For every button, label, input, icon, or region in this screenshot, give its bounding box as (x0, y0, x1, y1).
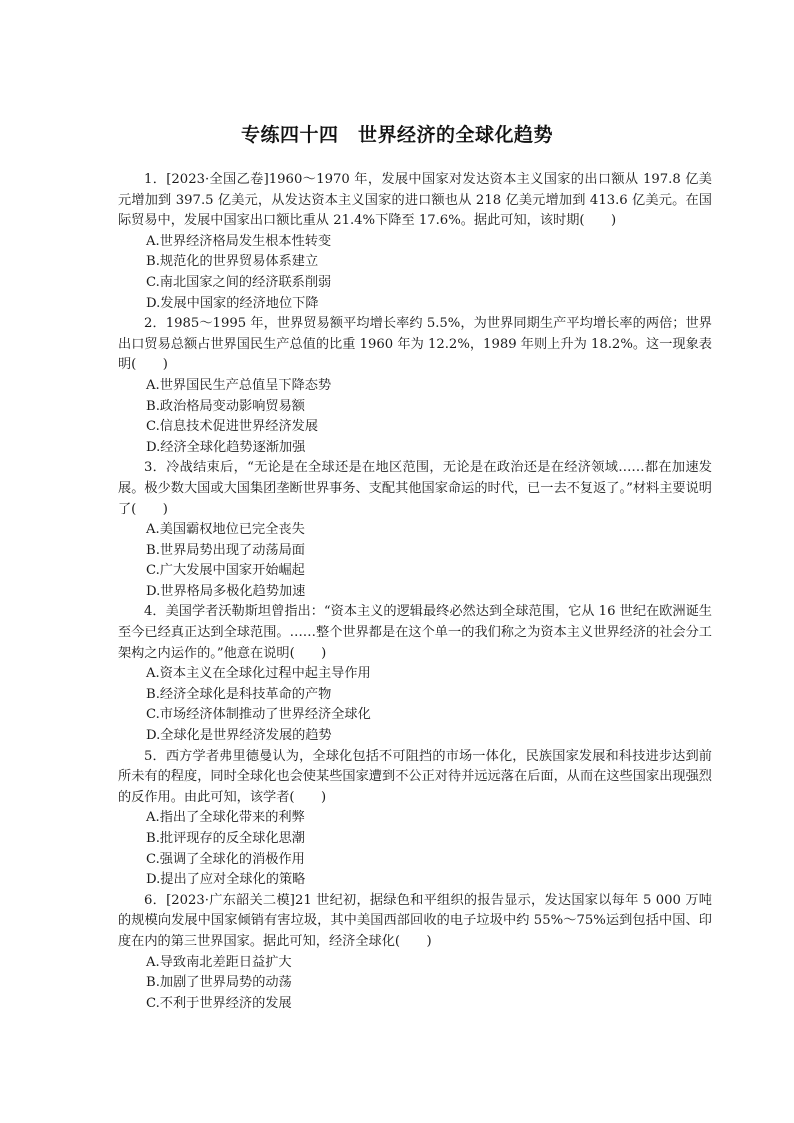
option-list (118, 953, 712, 1015)
question-list (118, 170, 712, 1014)
option-a[interactable]: A.美国霸权地位已完全丧失 (146, 522, 305, 538)
option-list (118, 376, 712, 458)
option-list (118, 664, 712, 746)
question-stem: 2．1985～1995 年，世界贸易额平均增长率约 5.5%，为世界同期生产平均增长率的两倍；世界出口贸易总额占世界国民生产总值的比重 1960 年为 12.2%，1989 年则上升为 18.2%。这一现象表明( ) (118, 316, 712, 373)
option-b[interactable]: B.规范化的世界贸易体系建立 (146, 254, 319, 270)
page-title: 专练四十四 世界经济的全球化趋势 (240, 124, 553, 146)
question-3 (118, 458, 712, 602)
question-2 (118, 314, 712, 458)
option-d[interactable]: D.全球化是世界经济发展的趋势 (146, 728, 332, 744)
option-c[interactable]: C.强调了全球化的消极作用 (146, 851, 305, 867)
option-a[interactable]: A.世界国民生产总值呈下降态势 (146, 377, 332, 393)
question-stem: 4．美国学者沃勒斯坦曾指出：“资本主义的逻辑最终必然达到全球范围，它从 16 世纪在欧洲诞生至今已经真正达到全球范围。……整个世界都是在这个单一的我们称之为资本主义世界经济的社会分工架构之内运作的。”他意在说明( ) (118, 604, 712, 661)
option-a[interactable]: A.指出了全球化带来的利弊 (146, 810, 305, 826)
option-d[interactable]: D.世界格局多极化趋势加速 (146, 583, 306, 599)
question-6 (118, 891, 712, 1015)
option-a[interactable]: A.世界经济格局发生根本性转变 (146, 233, 332, 249)
option-list (118, 520, 712, 602)
question-4 (118, 602, 712, 746)
question-stem: 3．冷战结束后，“无论是在全球还是在地区范围，无论是在政治还是在经济领域……都在加速发展。极少数大国或大国集团垄断世界事务、支配其他国家命运的时代，已一去不复返了。”材料主要说明了( ) (118, 460, 712, 517)
option-c[interactable]: C.广大发展中国家开始崛起 (146, 563, 305, 579)
option-b[interactable]: B.批评现存的反全球化思潮 (146, 831, 305, 846)
option-d[interactable]: D.经济全球化趋势逐渐加强 (146, 439, 306, 455)
option-b[interactable]: B.世界局势出现了动荡局面 (146, 542, 305, 558)
option-list (118, 232, 712, 314)
option-a[interactable]: A.导致南北差距日益扩大 (146, 954, 292, 970)
option-d[interactable]: D.发展中国家的经济地位下降 (146, 295, 319, 311)
option-b[interactable]: B.政治格局变动影响贸易额 (146, 398, 305, 414)
option-c[interactable]: C.不利于世界经济的发展 (146, 995, 292, 1011)
question-stem: 5．西方学者弗里德曼认为，全球化包括不可阻挡的市场一体化，民族国家发展和科技进步达到前所未有的程度，同时全球化也会使某些国家遭到不公正对待并远远落在后面，从而在这些国家出现强烈的反作用。由此可知，该学者( ) (118, 748, 712, 805)
option-b[interactable]: B.经济全球化是科技革命的产物 (146, 686, 332, 702)
option-a[interactable]: A.资本主义在全球化过程中起主导作用 (146, 666, 371, 682)
option-b[interactable]: B.加剧了世界局势的动荡 (146, 975, 292, 991)
question-5 (118, 747, 712, 891)
option-c[interactable]: C.市场经济体制推动了世界经济全球化 (146, 707, 371, 723)
option-c[interactable]: C.信息技术促进世界经济发展 (146, 419, 319, 435)
option-d[interactable]: D.提出了应对全球化的策略 (146, 872, 306, 888)
question-stem: 6．[2023·广东韶关二模]21 世纪初，据绿色和平组织的报告显示，发达国家以每年 5 000 万吨的规模向发展中国家倾销有害垃圾，其中美国西部回收的电子垃圾中约 55%～75%运到包括中国、印度在内的第三世界国家。据此可知，经济全球化( ) (118, 892, 712, 949)
option-list (118, 808, 712, 890)
question-1 (118, 170, 712, 314)
question-stem: 1．[2023·全国乙卷]1960～1970 年，发展中国家对发达资本主义国家的出口额从 197.8 亿美元增加到 397.5 亿美元，从发达资本主义国家的进口额也从 218 亿美元增加到 413.6 亿美元。在国际贸易中，发展中国家出口额比重从 21.4%下降至 17.6%。据此可知，该时期( ) (118, 172, 712, 229)
option-c[interactable]: C.南北国家之间的经济联系削弱 (146, 274, 332, 290)
